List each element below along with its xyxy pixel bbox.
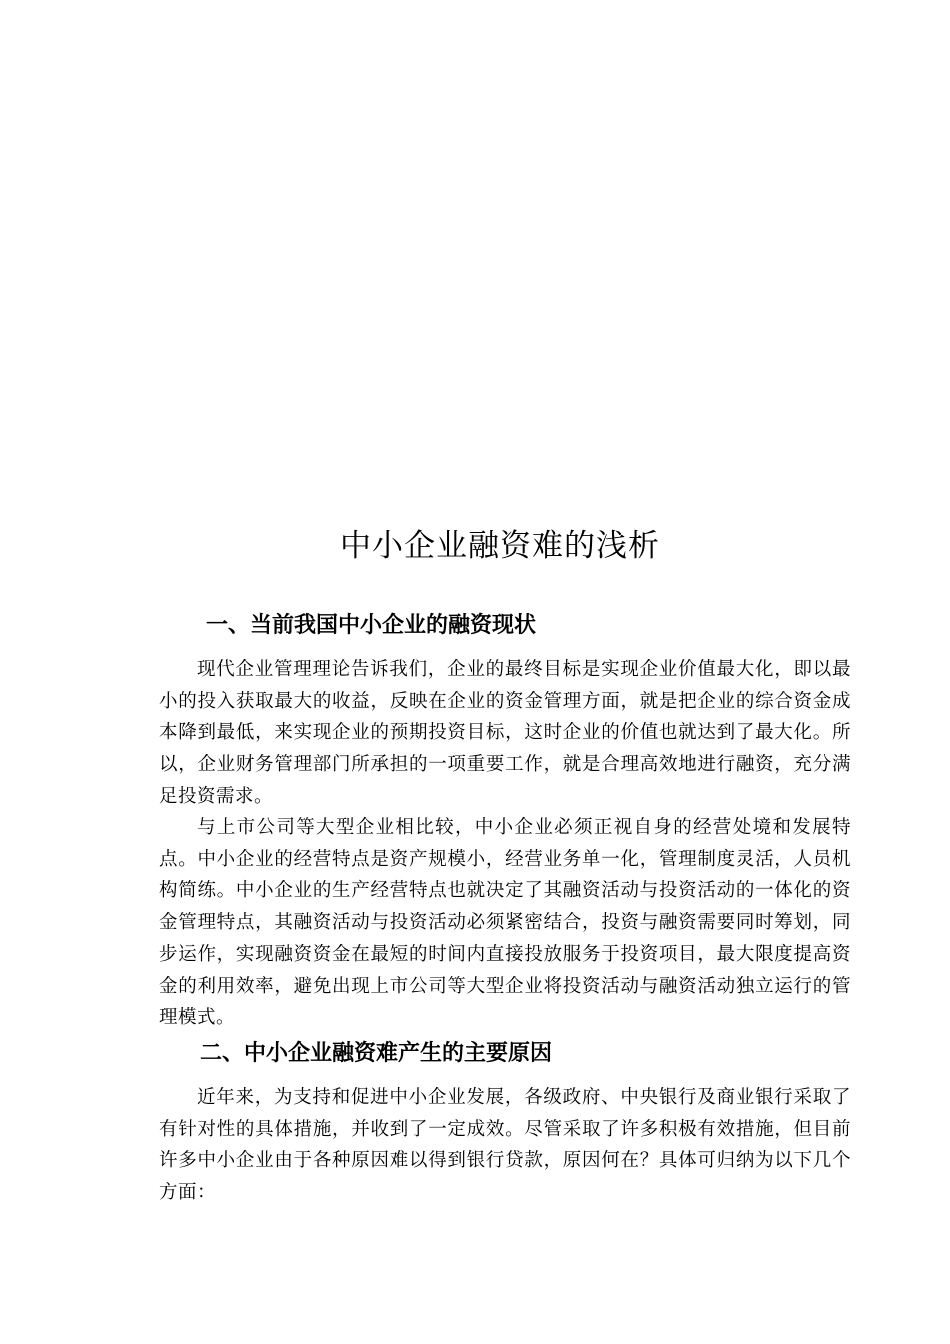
section-1-paragraph-2: 与上市公司等大型企业相比较，中小企业必须正视自身的经营处境和发展特点。中小企业的经营特点是资产规模小，经营业务单一化，管理制度灵活，人员机构简练。中小企业的生产经营特点也就决定了其融资活动与投资活动的一体化的资金管理特点，其融资活动与投资活动必须紧密结合，投资与融资需要同时筹划，同步运作，实现融资资金在最短的时间内直接投放服务于投资项目，最大限度提高资金的利用效率，避免出现上市公司等大型企业将投资活动与融资活动独立运行的管理模式。 [159, 817, 851, 1029]
section-2-paragraph-1: 近年来，为支持和促进中小企业发展，各级政府、中央银行及商业银行采取了有针对性的具体措施，并收到了一定成效。尽管采取了许多积极有效措施，但目前许多中小企业由于各种原因难以得到银行贷款，原因何在？具体可归纳为以下几个方面： [159, 1087, 851, 1204]
section-heading-1: 一、当前我国中小企业的融资现状 [206, 613, 537, 638]
section-heading-2: 二、中小企业融资难产生的主要原因 [200, 1041, 553, 1066]
document-title: 中小企业融资难的浅析 [340, 528, 660, 564]
section-1-paragraph-1: 现代企业管理理论告诉我们，企业的最终目标是实现企业价值最大化，即以最小的投入获取最大的收益，反映在企业的资金管理方面，就是把企业的综合资金成本降到最低，来实现企业的预期投资目标，这时企业的价值也就达到了最大化。所以，企业财务管理部门所承担的一项重要工作，就是合理高效地进行融资，充分满足投资需求。 [159, 659, 851, 807]
